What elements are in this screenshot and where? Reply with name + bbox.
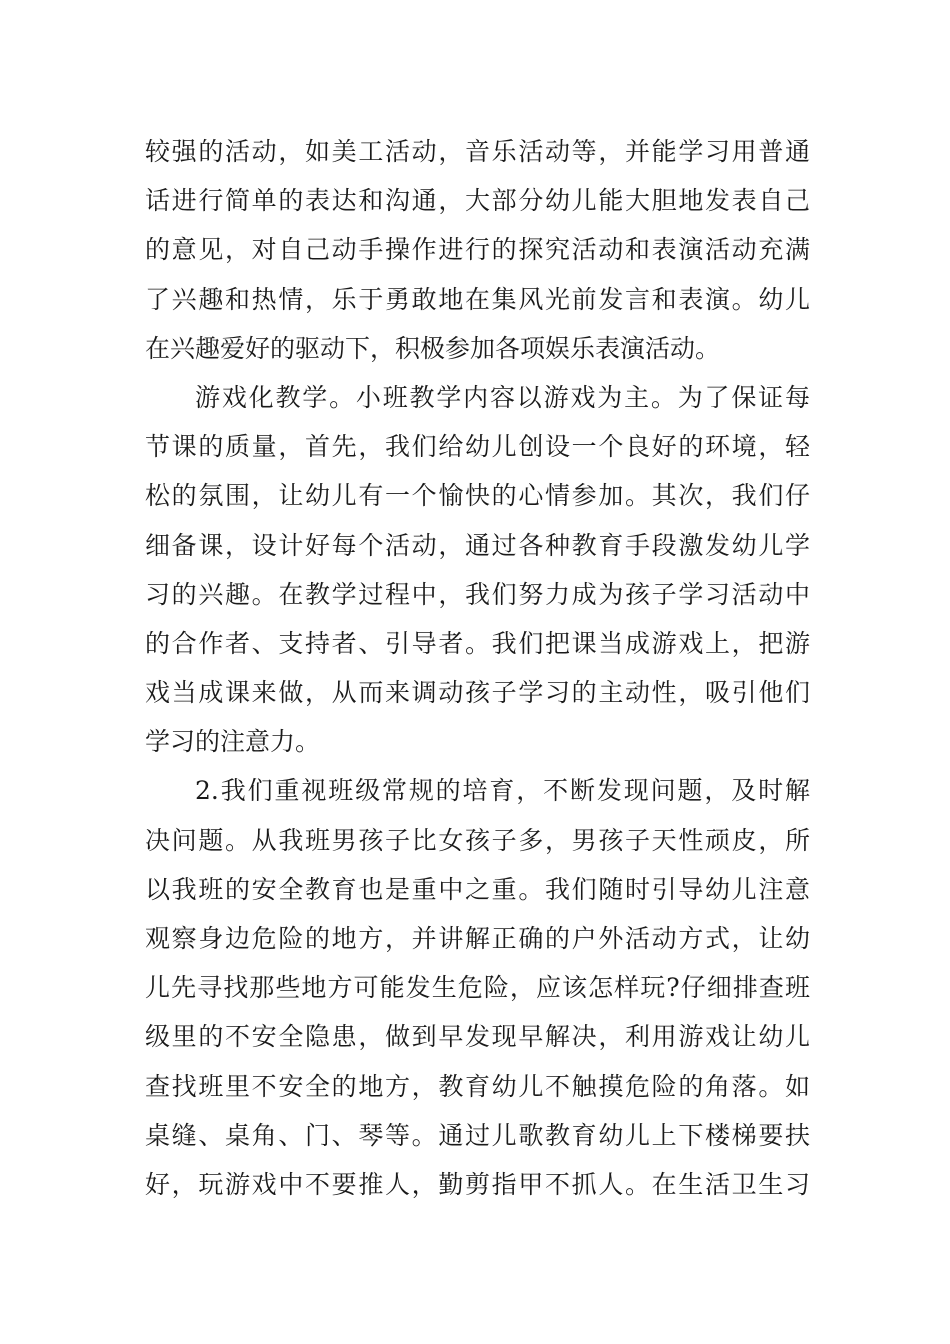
text-line: 细备课，设计好每个活动，通过各种教育手段激发幼儿学	[145, 530, 810, 560]
text-line: 的合作者、支持者、引导者。我们把课当成游戏上，把游	[145, 628, 810, 658]
text-line: 在兴趣爱好的驱动下，积极参加各项娱乐表演活动。	[145, 333, 721, 363]
text-line: 学习的注意力。	[145, 727, 321, 757]
paragraph-2	[145, 373, 810, 767]
text-line: 松的氛围，让幼儿有一个愉快的心情参加。其次，我们仔	[145, 481, 810, 511]
text-line: 节课的质量，首先，我们给幼儿创设一个良好的环境，轻	[145, 432, 810, 462]
text-line: 儿先寻找那些地方可能发生危险，应该怎样玩?仔细排查班	[145, 973, 810, 1003]
text-line: 桌缝、桌角、门、琴等。通过儿歌教育幼儿上下楼梯要扶	[145, 1120, 810, 1150]
text-line: 以我班的安全教育也是重中之重。我们随时引导幼儿注意	[145, 874, 810, 904]
text-line: 查找班里不安全的地方，教育幼儿不触摸危险的角落。如	[145, 1071, 810, 1101]
text-line: 的意见，对自己动手操作进行的探究活动和表演活动充满	[145, 235, 810, 265]
text-line: 较强的活动，如美工活动，音乐活动等，并能学习用普通	[145, 137, 810, 166]
document-body	[145, 127, 810, 1209]
text-line: 观察身边危险的地方，并讲解正确的户外活动方式，让幼	[145, 924, 810, 953]
text-line: 好，玩游戏中不要推人，勤剪指甲不抓人。在生活卫生习	[145, 1169, 810, 1199]
paragraph-1	[145, 127, 810, 373]
paragraph-3	[145, 766, 810, 1209]
text-line: 级里的不安全隐患，做到早发现早解决，利用游戏让幼儿	[145, 1022, 810, 1052]
text-line: 游戏化教学。小班教学内容以游戏为主。为了保证每	[195, 382, 810, 412]
text-line: 习的兴趣。在教学过程中，我们努力成为孩子学习活动中	[145, 579, 810, 609]
text-line: 话进行简单的表达和沟通，大部分幼儿能大胆地发表自己	[145, 186, 810, 216]
text-line: 2.我们重视班级常规的培育，不断发现问题，及时解	[195, 776, 810, 806]
text-line: 戏当成课来做，从而来调动孩子学习的主动性，吸引他们	[145, 678, 810, 708]
text-line: 决问题。从我班男孩子比女孩子多，男孩子天性顽皮，所	[145, 825, 810, 855]
text-line: 了兴趣和热情，乐于勇敢地在集风光前发言和表演。幼儿	[145, 284, 810, 314]
